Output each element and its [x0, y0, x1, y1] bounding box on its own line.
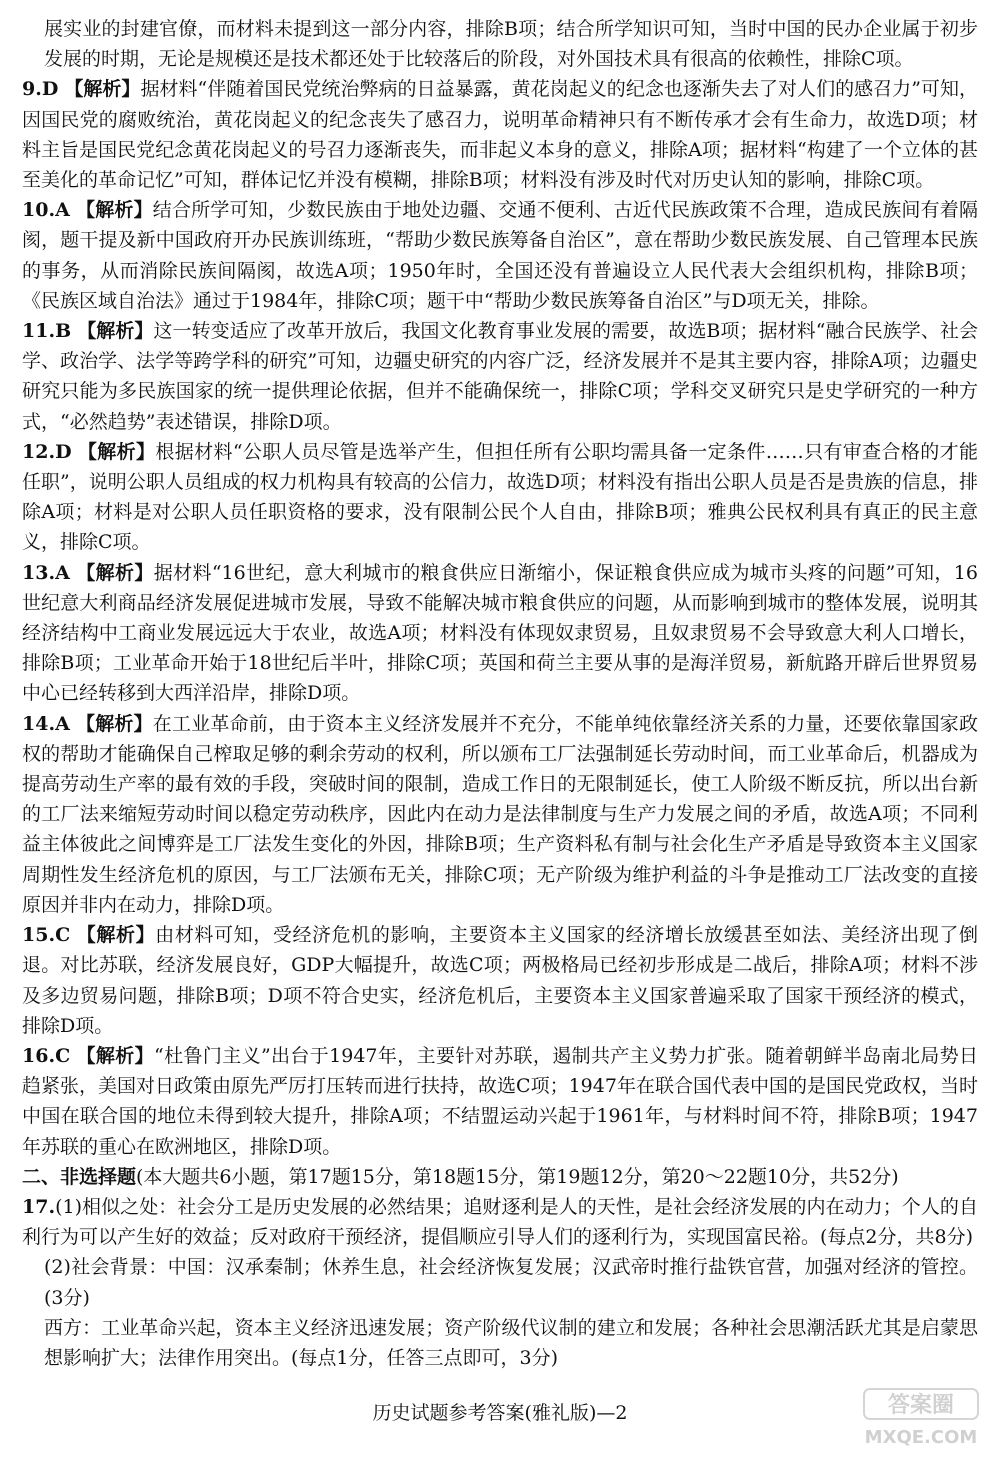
item-number: 17.: [22, 1195, 56, 1218]
item-number: 9.: [22, 78, 42, 101]
item-number: 16.: [22, 1044, 56, 1067]
analysis-tag: 【解析】: [77, 320, 154, 343]
item-answer: D: [55, 440, 72, 463]
answer-item-11: [22, 316, 978, 437]
answer-item-10: [22, 195, 978, 316]
item-answer: A: [55, 561, 70, 584]
item-answer: C: [55, 924, 71, 947]
q17-part1: (1)相似之处：社会分工是历史发展的必然结果；追财逐利是人的天性，是社会经济发展的内在动力；个人的自利行为可以产生好的效益；反对政府干预经济，提倡顺应引导人们的逐利行为，实现国富民裕。(每点2分，共8分): [22, 1195, 978, 1249]
item-number: 14.: [22, 712, 56, 735]
answer-item-15: [22, 920, 978, 1041]
answer-item-17: [22, 1192, 978, 1252]
continuation-paragraph: 展实业的封建官僚，而材料未提到这一部分内容，排除B项；结合所学知识可知，当时中国的民办企业属于初步发展的时期，无论是规模还是技术都还处于比较落后的阶段，对外国技术具有很高的依赖性，排除C项。: [44, 18, 978, 71]
analysis-text: 据材料“16世纪，意大利城市的粮食供应日渐缩小，保证粮食供应成为城市头疼的问题”可知，16世纪意大利商品经济发展促进城市发展，导致不能解决城市粮食供应的问题，从而影响到城市的整体发展，说明其经济结构中工商业发展远远大于农业，故选A项；材料没有体现奴隶贸易，且奴隶贸易不会导致意大利人口增长，排除B项；工业革命开始于18世纪后半叶，排除C项；英国和荷兰主要从事的是海洋贸易，新航路开辟后世界贸易中心已经转移到大西洋沿岸，排除D项。: [22, 561, 978, 705]
item-answer: A: [55, 199, 70, 222]
analysis-text: 根据材料“公职人员尽管是选举产生，但担任所有公职均需具备一定条件……只有审查合格的才能任职”，说明公职人员组成的权力机构具有较高的公信力，故选D项；材料没有指出公职人员是否是贵族的信息，排除A项；材料是对公职人员任职资格的要求，没有限制公民个人自由，排除B项；雅典公民权利具有真正的民主意义，排除C项。: [22, 440, 978, 554]
section-heading-non-choice: [22, 1162, 978, 1192]
analysis-tag: 【解析】: [64, 78, 141, 101]
answer-item-16: [22, 1041, 978, 1162]
analysis-text: “杜鲁门主义”出台于1947年，主要针对苏联，遏制共产主义势力扩张。随着朝鲜半岛南北局势日趋紧张，美国对日政策由原先严厉打压转而进行扶持，故选C项；1947年在联合国代表中国的是国民党政权，当时中国在联合国的地位未得到较大提升，排除A项；不结盟运动兴起于1961年，与材料时间不符，排除B项；1947年苏联的重心在欧洲地区，排除D项。: [22, 1044, 978, 1158]
analysis-text: 据材料“伴随着国民党统治弊病的日益暴露，黄花岗起义的纪念也逐渐失去了对人们的感召力”可知，因国民党的腐败统治，黄花岗起义的纪念丧失了感召力，说明革命精神只有不断传承才会有生命力，故选D项；材料主旨是国民党纪念黄花岗起义的号召力逐渐丧失，而非起义本身的意义，排除A项；据材料“构建了一个立体的甚至美化的革命记忆”可知，群体记忆并没有模糊，排除B项；材料没有涉及时代对历史认知的影响，排除C项。: [22, 78, 978, 192]
analysis-text: 这一转变适应了改革开放后，我国文化教育事业发展的需要，故选B项；据材料“融合民族学、社会学、政治学、法学等跨学科的研究”可知，边疆史研究的内容广泛，经济发展并不是其主要内容，排除A项；边疆史研究只能为多民族国家的统一提供理论依据，但并不能确保统一，排除C项；学科交叉研究只是史学研究的一种方式，“必然趋势”表述错误，排除D项。: [22, 320, 978, 433]
q17-part3: 西方：工业革命兴起，资本主义经济迅速发展；资产阶级代议制的建立和发展；各种社会思潮活跃尤其是启蒙思想影响扩大；法律作用突出。(每点1分，任答三点即可，3分): [44, 1316, 978, 1369]
page-footer: 历史试题参考答案(雅礼版)—2: [372, 1402, 628, 1424]
analysis-tag: 【解析】: [75, 712, 153, 735]
answer-item-12: [22, 437, 978, 558]
analysis-tag: 【解析】: [75, 199, 153, 222]
item-number: 13.: [22, 561, 56, 584]
item-number: 12.: [22, 440, 56, 463]
answer-item-9: [22, 74, 978, 195]
item-number: 10.: [22, 199, 56, 222]
q17-part2: (2)社会背景：中国：汉承秦制；休养生息，社会经济恢复发展；汉武帝时推行盐铁官营，加强对经济的管控。(3分): [44, 1256, 978, 1309]
answer-item-14: [22, 709, 978, 920]
watermark-site-text: MXQE.COM: [864, 1427, 978, 1448]
analysis-text: 结合所学可知，少数民族由于地处边疆、交通不便利、古近代民族政策不合理，造成民族间有着隔阂，题干提及新中国政府开办民族训练班，“帮助少数民族筹备自治区”，意在帮助少数民族发展、自己管理本民族的事务，从而消除民族间隔阂，故选A项；1950年时，全国还没有普遍设立人民代表大会组织机构，排除B项；《民族区域自治法》通过于1984年，排除C项；题干中“帮助少数民族筹备自治区”与D项无关，排除。: [22, 199, 978, 312]
analysis-text: 由材料可知，受经济危机的影响，主要资本主义国家的经济增长放缓甚至如法、美经济出现了倒退。对比苏联，经济发展良好，GDP大幅提升，故选C项；两极格局已经初步形成是二战后，排除A项；材料不涉及多边贸易问题，排除B项；D项不符合史实，经济危机后，主要资本主义国家普遍采取了国家干预经济的模式，排除D项。: [22, 924, 978, 1037]
item-answer: D: [41, 78, 59, 101]
site-watermark-logo: [856, 1385, 986, 1449]
analysis-tag: 【解析】: [76, 924, 156, 947]
analysis-tag: 【解析】: [76, 1044, 155, 1067]
item-number: 11.: [22, 320, 56, 343]
analysis-text: 在工业革命前，由于资本主义经济发展并不充分，不能单纯依靠经济关系的力量，还要依靠国家政权的帮助才能确保自己榨取足够的剩余劳动的权利，所以颁布工厂法强制延长劳动时间，而工业革命后，机器成为提高劳动生产率的最有效的手段，突破时间的限制，造成工作日的无限制延长，使工人阶级不断反抗，所以出台新的工厂法来缩短劳动时间以稳定劳动秩序，因此内在动力是法律制度与生产力发展之间的矛盾，故选A项；不同利益主体彼此之间博弈是工厂法发生变化的外因，排除B项；生产资料私有制与社会化生产矛盾是导致资本主义国家周期性发生经济危机的原因，与工厂法颁布无关，排除C项；无产阶级为维护利益的斗争是推动工厂法改变的直接原因并非内在动力，排除D项。: [22, 712, 978, 916]
section-title: 二、非选择题: [22, 1165, 137, 1188]
answer-item-13: [22, 558, 978, 709]
section-note: (本大题共6小题，第17题15分，第18题15分，第19题12分，第20～22题10分，共52分): [136, 1165, 899, 1188]
analysis-tag: 【解析】: [75, 561, 154, 584]
item-answer: A: [55, 712, 70, 735]
analysis-tag: 【解析】: [77, 440, 156, 463]
watermark-logo-text: 答案圈: [887, 1393, 955, 1418]
item-number: 15.: [22, 924, 56, 947]
item-answer: C: [55, 1044, 71, 1067]
item-answer: B: [55, 320, 72, 343]
